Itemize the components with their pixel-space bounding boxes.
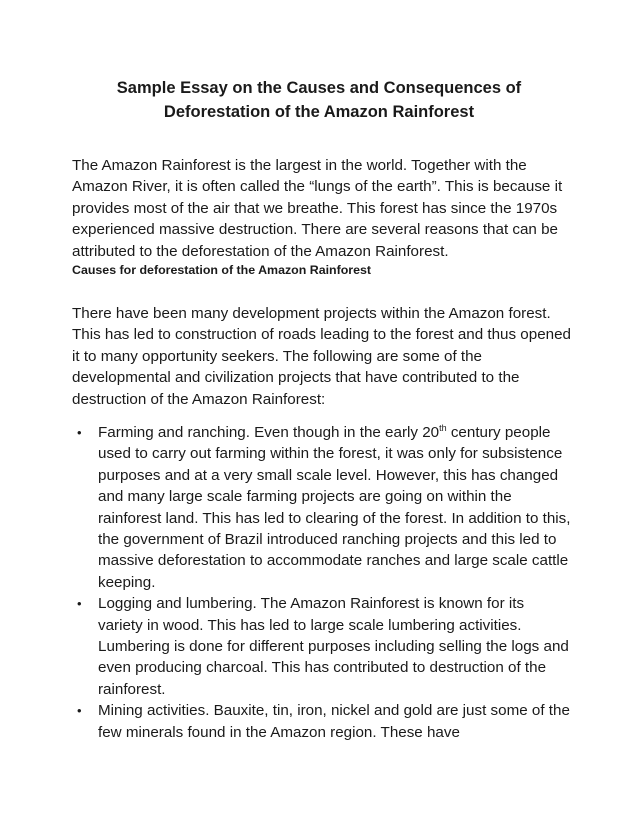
bullet-text-part: Farming and ranching. Even though in the early 20 <box>98 424 440 441</box>
bullet-item-farming <box>72 422 572 593</box>
bullet-text-part: Logging and lumbering. The Amazon Rainforest is known for its variety in wood. This has led to large scale lumbering activities. Lumbering is done for different purposes including selling the logs and even producing charcoal. This has contributed to destruction of the rainforest. <box>98 595 569 698</box>
intro-paragraph: The Amazon Rainforest is the largest in the world. Together with the Amazon River, it is often called the “lungs of the earth”. This is because it provides most of the air that we breathe. This forest has since the 1970s experienced massive destruction. There are several reasons that can be attributed to the deforestation of the Amazon Rainforest. <box>72 157 563 260</box>
bullet-item-logging <box>72 593 572 700</box>
bullet-icon: • <box>77 703 82 719</box>
section-body-paragraph: There have been many development projects within the Amazon forest. This has led to construction of roads leading to the forest and thus opened it to many opportunity seekers. The following are some of the developmental and civilization projects that have contributed to the destruction of the Amazon Rainforest: <box>72 305 571 408</box>
bullet-text-part: Mining activities. Bauxite, tin, iron, nickel and gold are just some of the few minerals found in the Amazon region. These have <box>98 702 570 741</box>
section-heading: Causes for deforestation of the Amazon Rainforest <box>72 263 372 277</box>
bullet-item-mining <box>72 700 572 743</box>
document-title <box>60 76 578 124</box>
bullet-icon: • <box>77 425 82 440</box>
bullet-icon: • <box>77 596 82 612</box>
title-line-2: Deforestation of the Amazon Rainforest <box>163 103 475 121</box>
title-line-1: Sample Essay on the Causes and Consequences of <box>116 79 522 97</box>
superscript: th <box>439 422 447 433</box>
bullet-list <box>72 422 572 743</box>
bullet-text-part: century people used to carry out farming within the forest, it was only for subsistence purposes and at a very small scale level. However, this has changed and many large scale farming projects are going on within the rainforest land. This has led to clearing of the forest. In addition to this, the government of Brazil introduced ranching projects and this led to massive deforestation to accommodate ranches and large scale cattle keeping. <box>98 424 571 591</box>
